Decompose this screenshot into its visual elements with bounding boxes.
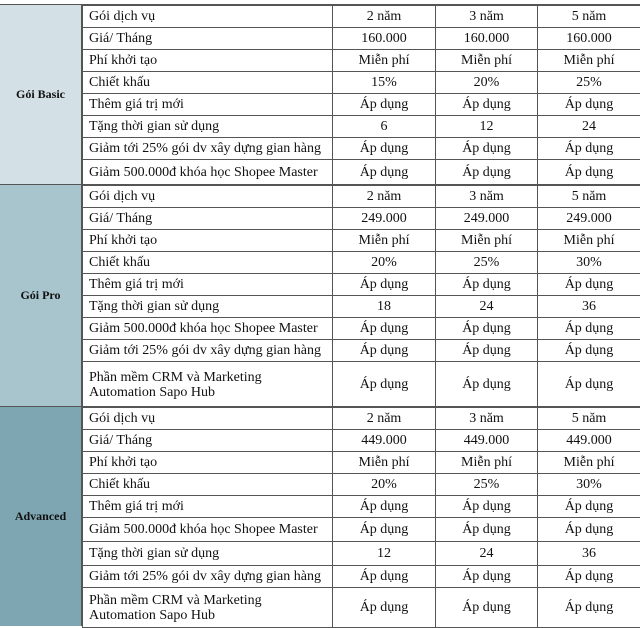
value-cell: Miễn phí: [538, 452, 640, 474]
section-basic: [0, 4, 640, 184]
value-cell: 12: [333, 542, 436, 566]
table-row: [83, 296, 640, 318]
feature-cell: Giảm 500.000đ khóa học Shopee Master: [83, 160, 333, 186]
value-cell: Áp dụng: [333, 518, 436, 542]
feature-cell: Giảm 500.000đ khóa học Shopee Master: [83, 318, 333, 340]
value-cell: Áp dụng: [538, 138, 640, 160]
value-cell: 160.000: [333, 28, 436, 50]
value-cell: 24: [538, 116, 640, 138]
value-cell: Miễn phí: [333, 50, 436, 72]
value-cell: Áp dụng: [333, 588, 436, 628]
feature-cell: Thêm giá trị mới: [83, 274, 333, 296]
value-cell: Áp dụng: [538, 496, 640, 518]
table-row: [83, 252, 640, 274]
value-cell: 449.000: [333, 430, 436, 452]
table-row: [83, 160, 640, 186]
value-cell: 30%: [538, 252, 640, 274]
value-cell: 5 năm: [538, 186, 640, 208]
table-row: [83, 362, 640, 408]
table-row: [83, 518, 640, 542]
value-cell: Áp dụng: [333, 340, 436, 362]
table-row: [83, 116, 640, 138]
section-pro-table: [82, 185, 640, 408]
value-cell: 24: [436, 296, 538, 318]
value-cell: 2 năm: [333, 186, 436, 208]
value-cell: 25%: [436, 252, 538, 274]
section-basic-table: [82, 5, 640, 186]
value-cell: Áp dụng: [436, 362, 538, 408]
value-cell: Áp dụng: [436, 94, 538, 116]
table-row: [83, 6, 640, 28]
value-cell: 2 năm: [333, 408, 436, 430]
value-cell: Miễn phí: [538, 230, 640, 252]
value-cell: 20%: [436, 72, 538, 94]
value-cell: Áp dụng: [538, 274, 640, 296]
value-cell: Áp dụng: [333, 160, 436, 186]
value-cell: 2 năm: [333, 6, 436, 28]
value-cell: Miễn phí: [538, 50, 640, 72]
value-cell: 3 năm: [436, 6, 538, 28]
table-row: [83, 430, 640, 452]
feature-cell: Phần mềm CRM và Marketing Automation Sapo Hub: [83, 588, 333, 628]
feature-cell: Gói dịch vụ: [83, 6, 333, 28]
table-row: [83, 588, 640, 628]
feature-cell: Giá/ Tháng: [83, 430, 333, 452]
value-cell: 249.000: [538, 208, 640, 230]
table-row: [83, 208, 640, 230]
value-cell: 3 năm: [436, 186, 538, 208]
value-cell: Miễn phí: [333, 230, 436, 252]
value-cell: Áp dụng: [333, 94, 436, 116]
value-cell: 449.000: [538, 430, 640, 452]
value-cell: Áp dụng: [538, 94, 640, 116]
value-cell: Áp dụng: [436, 566, 538, 588]
value-cell: Áp dụng: [538, 340, 640, 362]
table-row: [83, 50, 640, 72]
value-cell: 36: [538, 542, 640, 566]
value-cell: Áp dụng: [436, 274, 538, 296]
feature-cell: Thêm giá trị mới: [83, 496, 333, 518]
value-cell: 449.000: [436, 430, 538, 452]
value-cell: Miễn phí: [436, 50, 538, 72]
feature-cell: Phần mềm CRM và Marketing Automation Sapo Hub: [83, 362, 333, 408]
value-cell: 25%: [436, 474, 538, 496]
feature-cell: Giá/ Tháng: [83, 208, 333, 230]
section-label-advanced: Advanced: [0, 407, 82, 626]
table-row: [83, 28, 640, 50]
table-row: [83, 474, 640, 496]
value-cell: Áp dụng: [538, 588, 640, 628]
feature-cell: Tặng thời gian sử dụng: [83, 296, 333, 318]
value-cell: Áp dụng: [436, 138, 538, 160]
value-cell: Áp dụng: [436, 588, 538, 628]
feature-cell: Phí khởi tạo: [83, 452, 333, 474]
section-pro: [0, 184, 640, 406]
table-row: [83, 542, 640, 566]
section-advanced: [0, 406, 640, 626]
value-cell: Áp dụng: [333, 496, 436, 518]
feature-cell: Chiết khấu: [83, 252, 333, 274]
value-cell: 20%: [333, 474, 436, 496]
feature-cell: Chiết khấu: [83, 474, 333, 496]
value-cell: Áp dụng: [436, 318, 538, 340]
feature-cell: Chiết khấu: [83, 72, 333, 94]
value-cell: Áp dụng: [333, 138, 436, 160]
feature-cell: Giảm 500.000đ khóa học Shopee Master: [83, 518, 333, 542]
feature-cell: Tặng thời gian sử dụng: [83, 116, 333, 138]
table-row: [83, 408, 640, 430]
value-cell: 6: [333, 116, 436, 138]
table-row: [83, 230, 640, 252]
value-cell: 160.000: [538, 28, 640, 50]
feature-cell: Giá/ Tháng: [83, 28, 333, 50]
value-cell: 25%: [538, 72, 640, 94]
table-row: [83, 186, 640, 208]
table-row: [83, 566, 640, 588]
value-cell: 36: [538, 296, 640, 318]
value-cell: Áp dụng: [333, 274, 436, 296]
table-row: [83, 452, 640, 474]
value-cell: Áp dụng: [333, 362, 436, 408]
value-cell: Áp dụng: [436, 340, 538, 362]
feature-cell: Thêm giá trị mới: [83, 94, 333, 116]
value-cell: 12: [436, 116, 538, 138]
value-cell: Áp dụng: [436, 518, 538, 542]
value-cell: 3 năm: [436, 408, 538, 430]
feature-cell: Gói dịch vụ: [83, 186, 333, 208]
feature-cell: Giảm tới 25% gói dv xây dựng gian hàng: [83, 566, 333, 588]
table-row: [83, 340, 640, 362]
value-cell: Áp dụng: [538, 518, 640, 542]
table-row: [83, 138, 640, 160]
value-cell: Miễn phí: [436, 230, 538, 252]
value-cell: 160.000: [436, 28, 538, 50]
value-cell: 249.000: [333, 208, 436, 230]
value-cell: 249.000: [436, 208, 538, 230]
table-row: [83, 274, 640, 296]
feature-cell: Gói dịch vụ: [83, 408, 333, 430]
feature-cell: Phí khởi tạo: [83, 230, 333, 252]
feature-cell: Giảm tới 25% gói dv xây dựng gian hàng: [83, 138, 333, 160]
value-cell: Áp dụng: [538, 318, 640, 340]
value-cell: Áp dụng: [538, 362, 640, 408]
table-row: [83, 318, 640, 340]
value-cell: 5 năm: [538, 6, 640, 28]
value-cell: Áp dụng: [333, 318, 436, 340]
section-label-pro: Gói Pro: [0, 185, 82, 406]
value-cell: 15%: [333, 72, 436, 94]
value-cell: Miễn phí: [333, 452, 436, 474]
value-cell: 30%: [538, 474, 640, 496]
value-cell: Áp dụng: [333, 566, 436, 588]
value-cell: 18: [333, 296, 436, 318]
value-cell: Áp dụng: [538, 566, 640, 588]
table-row: [83, 94, 640, 116]
table-row: [83, 496, 640, 518]
value-cell: 20%: [333, 252, 436, 274]
value-cell: 5 năm: [538, 408, 640, 430]
feature-cell: Giảm tới 25% gói dv xây dựng gian hàng: [83, 340, 333, 362]
section-label-basic: Gói Basic: [0, 5, 82, 184]
feature-cell: Phí khởi tạo: [83, 50, 333, 72]
value-cell: Áp dụng: [436, 160, 538, 186]
table-row: [83, 72, 640, 94]
feature-cell: Tặng thời gian sử dụng: [83, 542, 333, 566]
value-cell: Áp dụng: [538, 160, 640, 186]
value-cell: Áp dụng: [436, 496, 538, 518]
section-advanced-table: [82, 407, 640, 628]
value-cell: Miễn phí: [436, 452, 538, 474]
value-cell: 24: [436, 542, 538, 566]
